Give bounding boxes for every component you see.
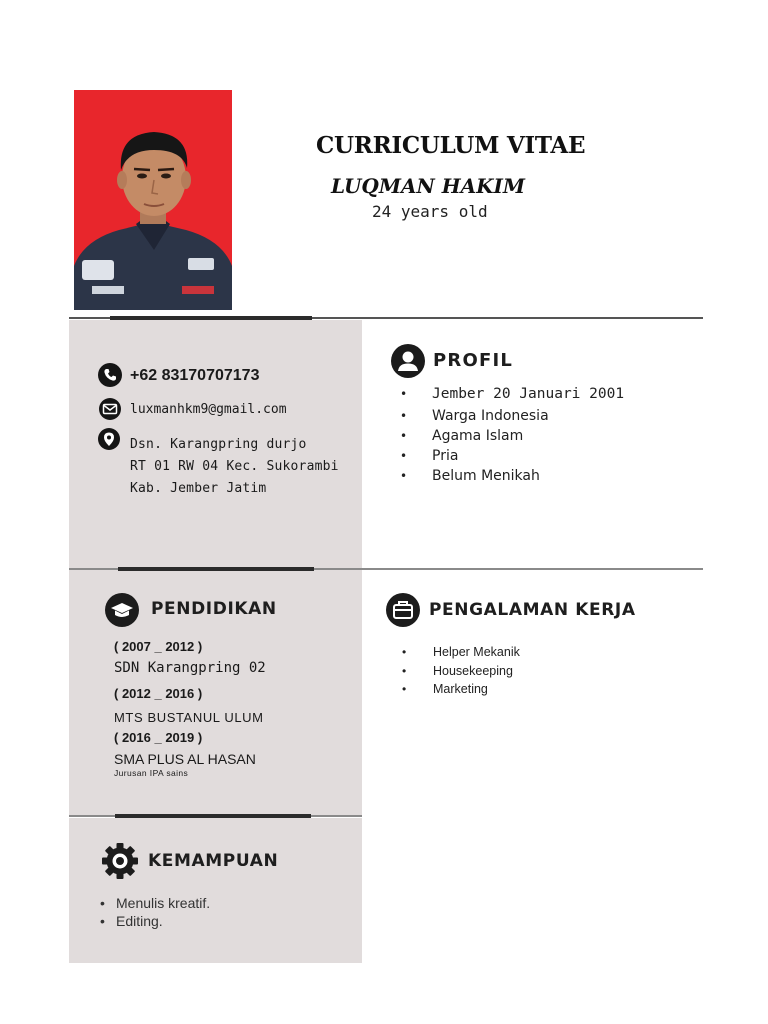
education-school: SMA PLUS AL HASAN [114,751,256,767]
education-years: ( 2007 _ 2012 ) [114,639,203,654]
education-years: ( 2012 _ 2016 ) [114,686,203,701]
section-divider-accent [118,567,314,571]
list-item: • Marketing [402,680,520,699]
list-item: • Agama Islam [400,426,624,446]
skills-list [100,894,210,930]
list-item: • Pria [400,446,624,466]
list-item: • Editing. [100,912,210,930]
briefcase-icon [386,593,420,627]
user-icon [391,344,425,378]
list-item: • Belum Menikah [400,466,624,486]
address-line: Dsn. Karangpring durjo [130,437,307,452]
work-experience-list [402,643,520,699]
document-title: CURRICULUM VITAE [316,132,586,159]
address-line: Kab. Jember Jatim [130,481,267,496]
list-item: • Menulis kreatif. [100,894,210,912]
section-title-pendidikan: PENDIDIKAN [151,599,277,619]
section-title-profil: PROFIL [433,350,514,371]
profil-list [400,384,624,486]
list-item: • Helper Mekanik [402,643,520,662]
education-school: MTS BUSTANUL ULUM [114,710,264,725]
list-item: • Warga Indonesia [400,406,624,426]
person-name: LUQMAN HAKIM [331,174,526,198]
education-note: Jurusan IPA sains [114,768,189,778]
contact-phone: +62 83170707173 [130,367,260,384]
profile-photo [74,90,232,310]
contact-email: luxmanhkm9@gmail.com [130,402,287,417]
person-age: 24 years old [372,202,488,221]
location-pin-icon [98,428,120,452]
gear-icon [102,843,138,879]
person-portrait-image [74,90,232,310]
phone-icon [98,363,122,387]
contact-address [130,434,339,500]
section-divider-lower-accent [115,814,311,818]
section-title-kemampuan: KEMAMPUAN [148,851,279,871]
education-school: SDN Karangpring 02 [114,660,266,676]
skills-panel [69,818,362,963]
section-title-pengalaman-kerja: PENGALAMAN KERJA [429,600,636,620]
address-line: RT 01 RW 04 Kec. Sukorambi [130,459,339,474]
mail-icon [98,398,122,420]
education-years: ( 2016 _ 2019 ) [114,730,203,745]
list-item: • Housekeeping [402,662,520,681]
graduation-cap-icon [104,593,140,627]
list-item: • Jember 20 Januari 2001 [400,384,624,406]
